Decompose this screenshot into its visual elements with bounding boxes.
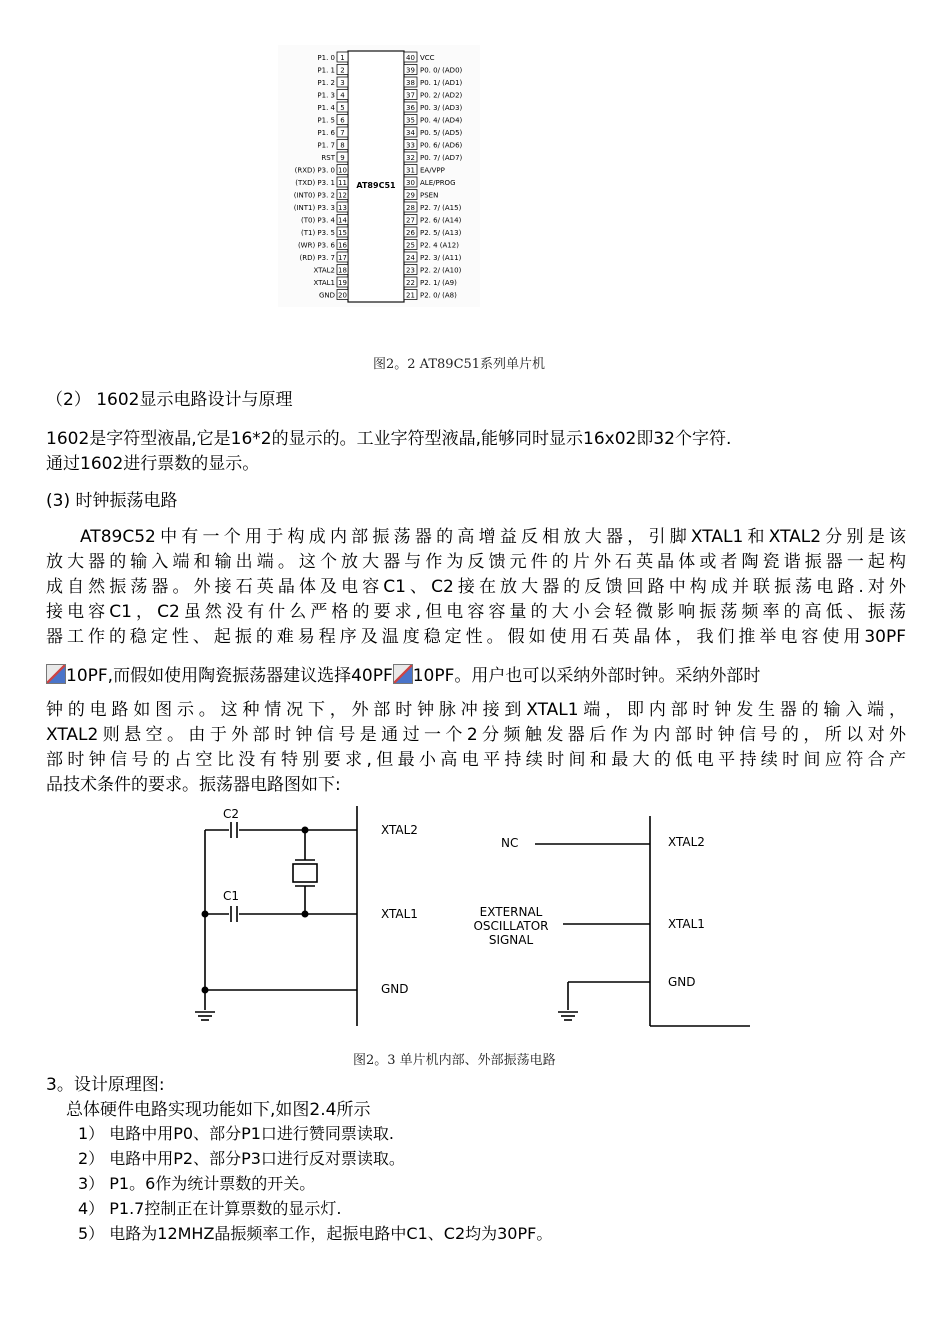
section-3-line-2: 放大器的输入端和输出端。这个放大器与作为反馈元件的片外石英晶体或者陶瓷谐振器一起构 [46, 552, 906, 572]
list-item: 4） P1.7控制正在计算票数的显示灯. [78, 1199, 342, 1218]
list-item: 2） 电路中用P2、部分P3口进行反对票读取。 [78, 1149, 405, 1168]
pin-label: P0. 4/ (AD4) [420, 116, 463, 125]
pin-label: P1. 6 [317, 129, 335, 137]
pin-number: 32 [406, 154, 415, 162]
pin-number: 9 [340, 154, 345, 162]
pin-label: XTAL1 [313, 279, 335, 287]
pin-number: 7 [340, 129, 345, 137]
pin-number: 4 [340, 91, 345, 100]
pin-number: 16 [338, 241, 347, 250]
section-3-line-10: 品技术条件的要求。振荡器电路图如下: [46, 775, 341, 795]
pin-number: 2 [340, 66, 345, 75]
pin-number: 11 [338, 179, 347, 187]
pin-number: 33 [406, 141, 415, 150]
section-4-heading: 3。设计原理图: [46, 1075, 165, 1095]
pin-number: 22 [406, 279, 415, 287]
pin-label: RST [321, 154, 335, 162]
pin-number: 13 [338, 204, 347, 212]
pin-number: 39 [406, 66, 415, 75]
section-3-line-8: XTAL2则悬空。由于外部时钟信号是通过一个2分频触发器后作为内部时钟信号的，所以对外 [46, 725, 906, 745]
pin-label: P2. 6/ (A14) [420, 216, 462, 225]
crystal [293, 864, 317, 882]
pin-label: P1. 3 [317, 91, 335, 100]
pin-label: ALE/PROG [420, 179, 456, 187]
pin-number: 35 [406, 116, 415, 125]
pin-label: P1. 1 [317, 66, 335, 75]
pin-number: 28 [406, 204, 415, 212]
pin-number: 20 [338, 291, 347, 300]
pin-label: VCC [420, 54, 435, 62]
pin-number: 24 [406, 254, 415, 262]
pin-number: 15 [338, 229, 347, 237]
pin-number: 40 [406, 54, 415, 62]
broken-image-icon [393, 664, 413, 684]
label-gnd: GND [381, 982, 409, 996]
label-xtal1-ext: XTAL1 [668, 917, 705, 931]
pin-number: 3 [340, 79, 345, 87]
pin-number: 37 [406, 91, 415, 100]
label-gnd-ext: GND [668, 975, 696, 989]
pin-label: (WR) P3. 6 [297, 241, 335, 250]
pin-number: 36 [406, 104, 415, 112]
section-3-line-3: 成自然振荡器。外接石英晶体及电容C1、C2接在放大器的反馈回路中构成并联振荡电路.对外 [46, 577, 906, 597]
section-3-line-7: 钟的电路如图示。这种情况下，外部时钟脉冲接到XTAL1端，即内部时钟发生器的输入端， [46, 700, 906, 720]
section-2-text-1: 1602是字符型液晶,它是16*2的显示的。工业字符型液晶,能够同时显示16x02即32个字符. [46, 429, 732, 449]
pin-label: P1. 5 [317, 116, 335, 125]
pin-number: 8 [340, 141, 345, 150]
pin-label: (INT1) P3. 3 [293, 204, 335, 212]
line-6-part-b: 10PF。用户也可以采纳外部时钟。采纳外部时 [412, 666, 761, 686]
pin-label: P2. 4 (A12) [420, 241, 459, 250]
section-3-line-9: 部时钟信号的占空比没有特别要求,但最小高电平持续时间和最大的低电平持续时间应符合产 [46, 750, 906, 770]
pin-label: P2. 2/ (A10) [420, 266, 462, 275]
label-c1: C1 [223, 889, 240, 903]
label-c2: C2 [223, 807, 240, 821]
pin-number: 5 [340, 104, 345, 112]
pin-number: 25 [406, 241, 415, 250]
pin-label: P0. 2/ (AD2) [420, 91, 463, 100]
list-item: 5） 电路为12MHZ晶振频率工作，起振电路中C1、C2均为30PF。 [78, 1224, 553, 1243]
pin-label: XTAL2 [313, 266, 335, 275]
pin-label: P0. 0/ (AD0) [420, 66, 463, 75]
pin-label: (RD) P3. 7 [299, 254, 335, 262]
pin-label: P2. 7/ (A15) [420, 204, 462, 212]
pin-label: P1. 0 [317, 54, 335, 62]
pin-label: P2. 5/ (A13) [420, 229, 462, 237]
pin-number: 23 [406, 266, 415, 275]
pin-label: P1. 4 [317, 104, 335, 112]
pin-label: (INT0) P3. 2 [293, 191, 335, 200]
pin-label: GND [318, 291, 335, 300]
pin-label: P2. 1/ (A9) [420, 279, 457, 287]
label-xtal2: XTAL2 [381, 823, 418, 837]
section-3-line-4: 接电容C1，C2虽然没有什么严格的要求,但电容容量的大小会轻微影响振荡频率的高低、振荡 [46, 602, 906, 622]
pin-number: 12 [338, 191, 347, 200]
section-3-heading: (3) 时钟振荡电路 [46, 491, 178, 511]
section-4-intro: 总体硬件电路实现功能如下,如图2.4所示 [66, 1100, 371, 1120]
line-6-part-a: 10PF,而假如使用陶瓷振荡器建议选择40PF [66, 666, 393, 686]
pin-label: P0. 1/ (AD1) [420, 79, 463, 87]
label-ext-2: OSCILLATOR [473, 919, 549, 933]
section-2-heading: （2） 1602显示电路设计与原理 [46, 390, 293, 410]
pin-label: (T1) P3. 5 [301, 229, 335, 237]
section-3-line-6 [46, 663, 908, 689]
label-ext-3: SIGNAL [488, 933, 534, 947]
label-xtal2-ext: XTAL2 [668, 835, 705, 849]
pin-label: P0. 3/ (AD3) [420, 104, 463, 112]
list-item: 3） P1。6作为统计票数的开关。 [78, 1174, 316, 1193]
pin-label: PSEN [420, 191, 439, 200]
pin-number: 34 [406, 129, 415, 137]
pin-number: 1 [340, 54, 345, 62]
pin-number: 30 [406, 179, 415, 187]
pin-number: 27 [406, 216, 415, 225]
pin-label: P2. 0/ (A8) [420, 291, 457, 300]
figure-caption-2: 图2。3 单片机内部、外部振荡电路 [353, 1053, 556, 1068]
pin-number: 18 [338, 266, 347, 275]
pin-label: (T0) P3. 4 [301, 216, 335, 225]
pin-label: P1. 7 [317, 141, 335, 150]
pinout-diagram [278, 45, 480, 307]
pin-number: 6 [340, 116, 345, 125]
pin-number: 19 [338, 279, 347, 287]
pin-label: EA/VPP [420, 166, 445, 175]
pin-label: P2. 3/ (A11) [420, 254, 462, 262]
pin-number: 14 [338, 216, 347, 225]
pin-label: P0. 6/ (AD6) [420, 141, 463, 150]
pin-number: 31 [406, 166, 415, 175]
pin-number: 17 [338, 254, 347, 262]
section-3-line-1: AT89C52中有一个用于构成内部振荡器的高增益反相放大器，引脚XTAL1和XTAL2分别是该 [80, 527, 906, 547]
label-xtal1: XTAL1 [381, 907, 418, 921]
pin-number: 21 [406, 291, 415, 300]
label-nc: NC [501, 836, 519, 850]
pin-number: 38 [406, 79, 415, 87]
oscillator-circuit [185, 800, 755, 1036]
section-2-text-2: 通过1602进行票数的显示。 [46, 454, 260, 474]
pin-label: P1. 2 [317, 79, 335, 87]
pin-number: 29 [406, 191, 415, 200]
pin-number: 26 [406, 229, 415, 237]
figure-caption-1: 图2。2 AT89C51系列单片机 [373, 357, 546, 372]
label-ext-1: EXTERNAL [479, 905, 543, 919]
section-3-line-5: 器工作的稳定性、起振的难易程序及温度稳定性。假如使用石英晶体，我们推举电容使用30PF [46, 627, 906, 647]
pin-label: P0. 7/ (AD7) [420, 154, 463, 162]
list-item: 1） 电路中用P0、部分P1口进行赞同票读取. [78, 1124, 395, 1143]
pin-number: 10 [338, 166, 347, 175]
broken-image-icon [46, 664, 66, 684]
pin-label: (RXD) P3. 0 [294, 166, 335, 175]
pin-label: (TXD) P3. 1 [295, 179, 335, 187]
chip-name: AT89C51 [356, 181, 396, 190]
pin-label: P0. 5/ (AD5) [420, 129, 463, 137]
